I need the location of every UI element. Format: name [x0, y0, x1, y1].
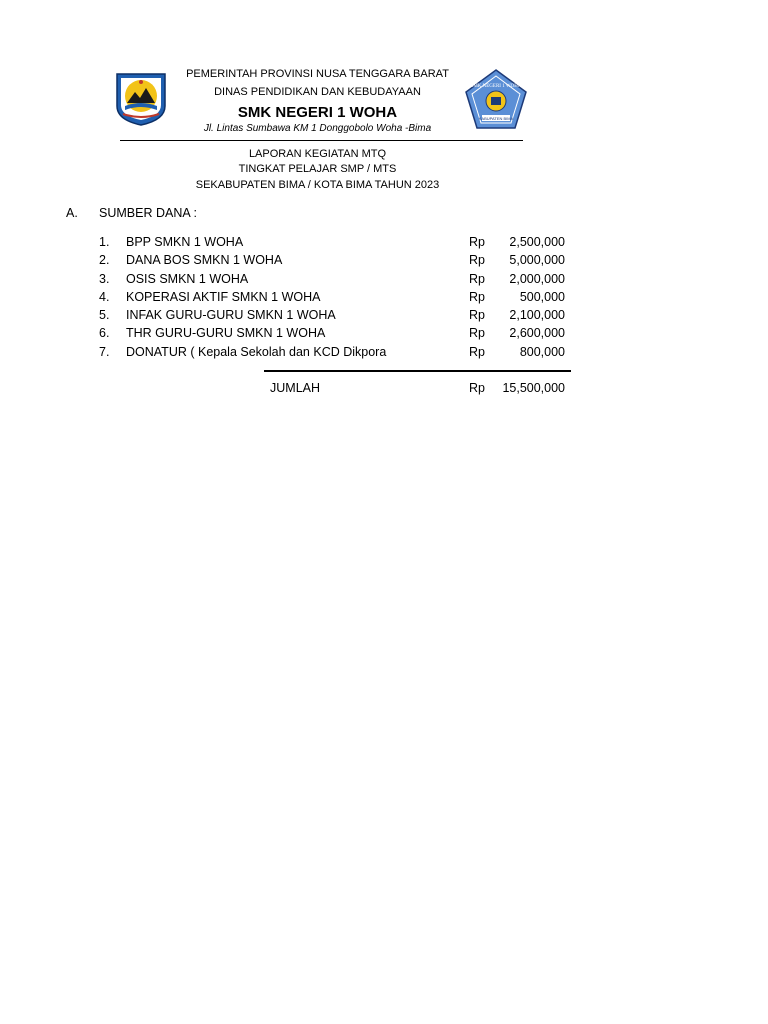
- section-label: SUMBER DANA :: [99, 206, 197, 220]
- item-number: 5.: [99, 308, 110, 323]
- header-divider: [120, 140, 523, 141]
- emblem-banner-text: KABUPATEN BIMA: [478, 115, 514, 121]
- item-currency: Rp: [469, 289, 485, 304]
- list-item: [0, 326, 768, 344]
- list-item: [0, 253, 768, 271]
- list-item: [0, 290, 768, 308]
- item-amount: 500,000: [519, 289, 565, 304]
- school-address: Jl. Lintas Sumbawa KM 1 Donggobolo Woha -Bima: [203, 123, 432, 134]
- item-amount: 2,500,000: [509, 235, 565, 249]
- item-currency: Rp: [469, 271, 485, 286]
- list-item: [0, 235, 768, 253]
- item-currency: Rp: [469, 235, 485, 249]
- government-line: PEMERINTAH PROVINSI NUSA TENGGARA BARAT: [186, 68, 449, 80]
- item-amount: 800,000: [519, 344, 565, 359]
- report-title: LAPORAN KEGIATAN MTQ: [248, 148, 387, 160]
- total-currency: Rp: [469, 381, 485, 395]
- item-number: 2.: [99, 253, 110, 268]
- item-amount: 2,000,000: [509, 271, 565, 286]
- item-description: DONATUR ( Kepala Sekolah dan KCD Dikpora: [126, 344, 387, 359]
- item-number: 4.: [99, 289, 110, 304]
- item-amount: 2,100,000: [509, 308, 565, 323]
- total-divider: [264, 370, 571, 372]
- list-item: [0, 345, 768, 363]
- item-description: OSIS SMKN 1 WOHA: [126, 271, 249, 286]
- item-number: 6.: [99, 326, 110, 341]
- item-description: KOPERASI AKTIF SMKN 1 WOHA: [126, 289, 321, 304]
- item-description: BPP SMKN 1 WOHA: [126, 235, 244, 249]
- item-amount: 2,600,000: [509, 326, 565, 341]
- list-item: [0, 308, 768, 326]
- item-amount: 5,000,000: [509, 253, 565, 268]
- emblem-ring-text: SMK NEGERI 1 WOHA: [470, 84, 522, 89]
- item-currency: Rp: [469, 253, 485, 268]
- report-level: TINGKAT PELAJAR SMP / MTS: [238, 163, 397, 175]
- item-currency: Rp: [469, 326, 485, 341]
- item-description: INFAK GURU-GURU SMKN 1 WOHA: [126, 308, 336, 323]
- item-number: 7.: [99, 344, 110, 359]
- list-item: [0, 272, 768, 290]
- school-emblem-icon: [464, 68, 528, 130]
- item-number: 1.: [99, 235, 110, 249]
- item-currency: Rp: [469, 308, 485, 323]
- section-letter: A.: [66, 206, 78, 220]
- total-label: JUMLAH: [270, 381, 321, 395]
- fund-source-list: [0, 235, 768, 363]
- item-description: DANA BOS SMKN 1 WOHA: [126, 253, 283, 268]
- item-number: 3.: [99, 271, 110, 286]
- report-scope: SEKABUPATEN BIMA / KOTA BIMA TAHUN 2023: [195, 179, 440, 191]
- total-amount: 15,500,000: [502, 381, 565, 395]
- school-name: SMK NEGERI 1 WOHA: [237, 104, 398, 121]
- item-currency: Rp: [469, 344, 485, 359]
- item-description: THR GURU-GURU SMKN 1 WOHA: [126, 326, 326, 341]
- department-line: DINAS PENDIDIKAN DAN KEBUDAYAAN: [214, 86, 421, 98]
